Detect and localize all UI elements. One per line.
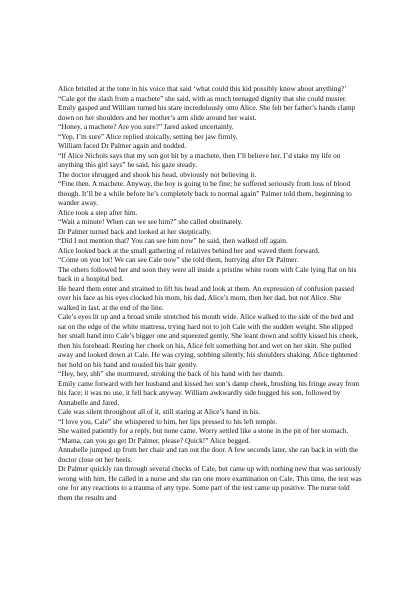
- paragraph: “Cale got the slash from a machete” she said, with as much teenaged dignity that she could muster.: [58, 93, 347, 103]
- paragraph: William faced Dr Palmer again and nodded.: [58, 141, 187, 150]
- paragraph: Cale was silent throughout all of it, still staring at Alice’s hand in his.: [58, 407, 261, 416]
- paragraph: “If Alice Nichols says that my son got hit by a machete, then I’ll believe her. I’d stake my life on anything this girl says” he said, his gaze steady.: [58, 150, 341, 169]
- paragraph: “Come on you lot! We can see Cale now” she told them, hurrying after Dr Palmer.: [58, 255, 299, 264]
- paragraph: Emily gasped and William turned his stare incredulously onto Alice. She felt her father’s hands clamp down on her shoulders and her mother’s arm slide around her waist.: [58, 103, 356, 122]
- paragraph: “Honey, a machete? Are you sure?” Jared asked uncertainly.: [58, 122, 234, 131]
- paragraph: “I love you, Cale” she whispered to him, her lips pressed to his left temple.: [58, 416, 278, 426]
- paragraph: “Fine then. A machete. Anyway, the boy is going to be fine; he suffered seriously from loss of blood though. It’ll be a while before he’s completely back to normal again” Palmer told them, beginning to wander away.: [58, 179, 352, 207]
- paragraph: Emily came forward with her husband and kissed her son’s damp cheek, brushing his fringe away from his face; it was no use, it fell back anyway. William awkwardly side hugged his son, followed by Annabelle and Jared.: [58, 378, 360, 407]
- paragraph: “Wait a minute! When can we see him?” she called obstinately.: [58, 217, 243, 226]
- paragraph: “Did I not mention that? You can see him now” he said, then walked off again.: [58, 236, 288, 245]
- paragraph: “Mama, can you go get Dr Palmer, please? Quick!” Alice begged.: [58, 435, 251, 445]
- paragraph: “Yep, I’m sure” Alice replied stoically, setting her jaw firmly.: [58, 131, 238, 141]
- paragraph: Dr Palmer quickly ran through several checks of Cale, but came up with nothing new that was seriously wrong with him. He called in a nurse and she ran one more examination on Cale. This time, the test was one for any reactions to a trauma of any type. Some part of the test came up positive. The nurse told them the results and: [58, 464, 362, 502]
- paragraph: The doctor shrugged and shook his head, obviously not believing it.: [58, 169, 257, 179]
- paragraph: Cale’s eyes lit up and a broad smile stretched his mouth wide. Alice walked to the side of the bed and sat on the edge of the white mattress, trying hard not to jolt Cale with the sudden weight. She slipped her small hand into Cale’s bigger one and squeezed gently. She leant down and softly kissed his cheek, then his forehead. Resting her cheek on his, Alice felt something hot and wet on her skin. She pulled away and looked down at Cale. He was crying, sobbing silently, his shoulders shaking. Alice tightened her hold on his hand and tousled his hair gently.: [58, 312, 359, 369]
- paragraph: She waited patiently for a reply, but none came. Worry settled like a stone in the pit of her stomach.: [58, 426, 349, 435]
- paragraph: Alice took a step after him.: [58, 207, 138, 217]
- paragraph: “Hey, hey, shh” she murmured, stroking the back of his hand with her thumb.: [58, 369, 284, 378]
- paragraph: Alice bristled at the tone in his voice that said ‘what could this kid possibly know about anything?’: [58, 84, 347, 93]
- story-text: [58, 84, 362, 502]
- paragraph: Annabelle jumped up from her chair and ran out the door. A few seconds later, she ran back in with the doctor close on her heels.: [58, 445, 359, 464]
- paragraph: He heard them enter and strained to lift his head and look at them. An expression of confusion passed over his face as his eyes clocked his mom, his dad, Alice’s mom, then her dad, but not Alice. She walked in last, at the end of the line.: [58, 283, 355, 312]
- paragraph: The others followed her and soon they were all inside a pristine white room with Cale lying flat on his back in a hospital bed.: [58, 264, 357, 283]
- paragraph: Alice looked back at the small gathering of relatives behind her and waved them forward.: [58, 245, 320, 255]
- paragraph: Dr Palmer turned back and looked at her skeptically.: [58, 226, 212, 236]
